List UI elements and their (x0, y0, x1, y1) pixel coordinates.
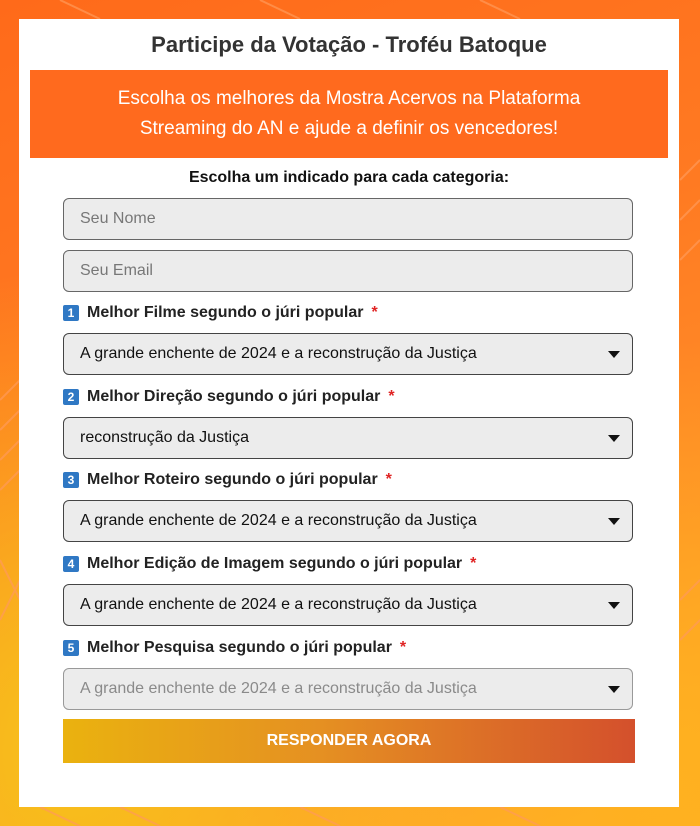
required-mark: * (470, 555, 477, 572)
question-5-text: Melhor Pesquisa segundo o júri popular (87, 639, 392, 656)
required-mark: * (399, 639, 407, 656)
number-2-icon: 2 (63, 389, 79, 405)
required-mark: * (371, 304, 378, 321)
question-3-value: A grande enchente de 2024 e a reconstrução da Justiça (80, 512, 477, 529)
question-5-value: A grande enchente de 2024 e a reconstrução da Justiça (80, 680, 477, 697)
number-1-icon: 1 (63, 305, 79, 321)
banner-line-1: Escolha os melhores da Mostra Acervos na Plataforma (117, 88, 581, 109)
question-1-label (63, 303, 378, 323)
chevron-down-icon (608, 686, 620, 693)
required-mark: * (385, 471, 392, 488)
banner-line-2: Streaming do AN e ajude a definir os vencedores! (139, 118, 559, 139)
question-4-select[interactable] (63, 584, 633, 626)
question-4-label (63, 554, 476, 574)
question-2-label (63, 387, 395, 407)
number-4-icon: 4 (63, 556, 79, 572)
question-5-label (63, 638, 406, 658)
vote-form-card (19, 19, 679, 807)
chevron-down-icon (608, 602, 620, 609)
chevron-down-icon (608, 435, 620, 442)
chevron-down-icon (608, 518, 620, 525)
page-title: Participe da Votação - Troféu Batoque (151, 32, 547, 57)
question-4-text: Melhor Edição de Imagem segundo o júri popular (87, 555, 463, 572)
name-input[interactable]: Seu Nome (63, 198, 633, 240)
intro-banner (30, 70, 668, 158)
number-5-icon: 5 (63, 640, 79, 656)
number-3-icon: 3 (63, 472, 79, 488)
question-1-text: Melhor Filme segundo o júri popular (87, 304, 364, 321)
email-input[interactable]: Seu Email (63, 250, 633, 292)
question-2-value: reconstrução da Justiça (80, 429, 249, 446)
submit-button[interactable]: RESPONDER AGORA (63, 719, 635, 763)
required-mark: * (388, 388, 395, 405)
question-4-value: A grande enchente de 2024 e a reconstrução da Justiça (80, 596, 477, 613)
question-1-select[interactable] (63, 333, 633, 375)
question-2-text: Melhor Direção segundo o júri popular (87, 388, 381, 405)
chevron-down-icon (608, 351, 620, 358)
form-instructions: Escolha um indicado para cada categoria: (188, 169, 510, 186)
question-3-text: Melhor Roteiro segundo o júri popular (87, 471, 378, 488)
question-3-select[interactable] (63, 500, 633, 542)
question-3-label (63, 470, 392, 490)
question-2-select[interactable] (63, 417, 633, 459)
question-5-select[interactable] (63, 668, 633, 710)
question-1-value: A grande enchente de 2024 e a reconstrução da Justiça (80, 345, 477, 362)
